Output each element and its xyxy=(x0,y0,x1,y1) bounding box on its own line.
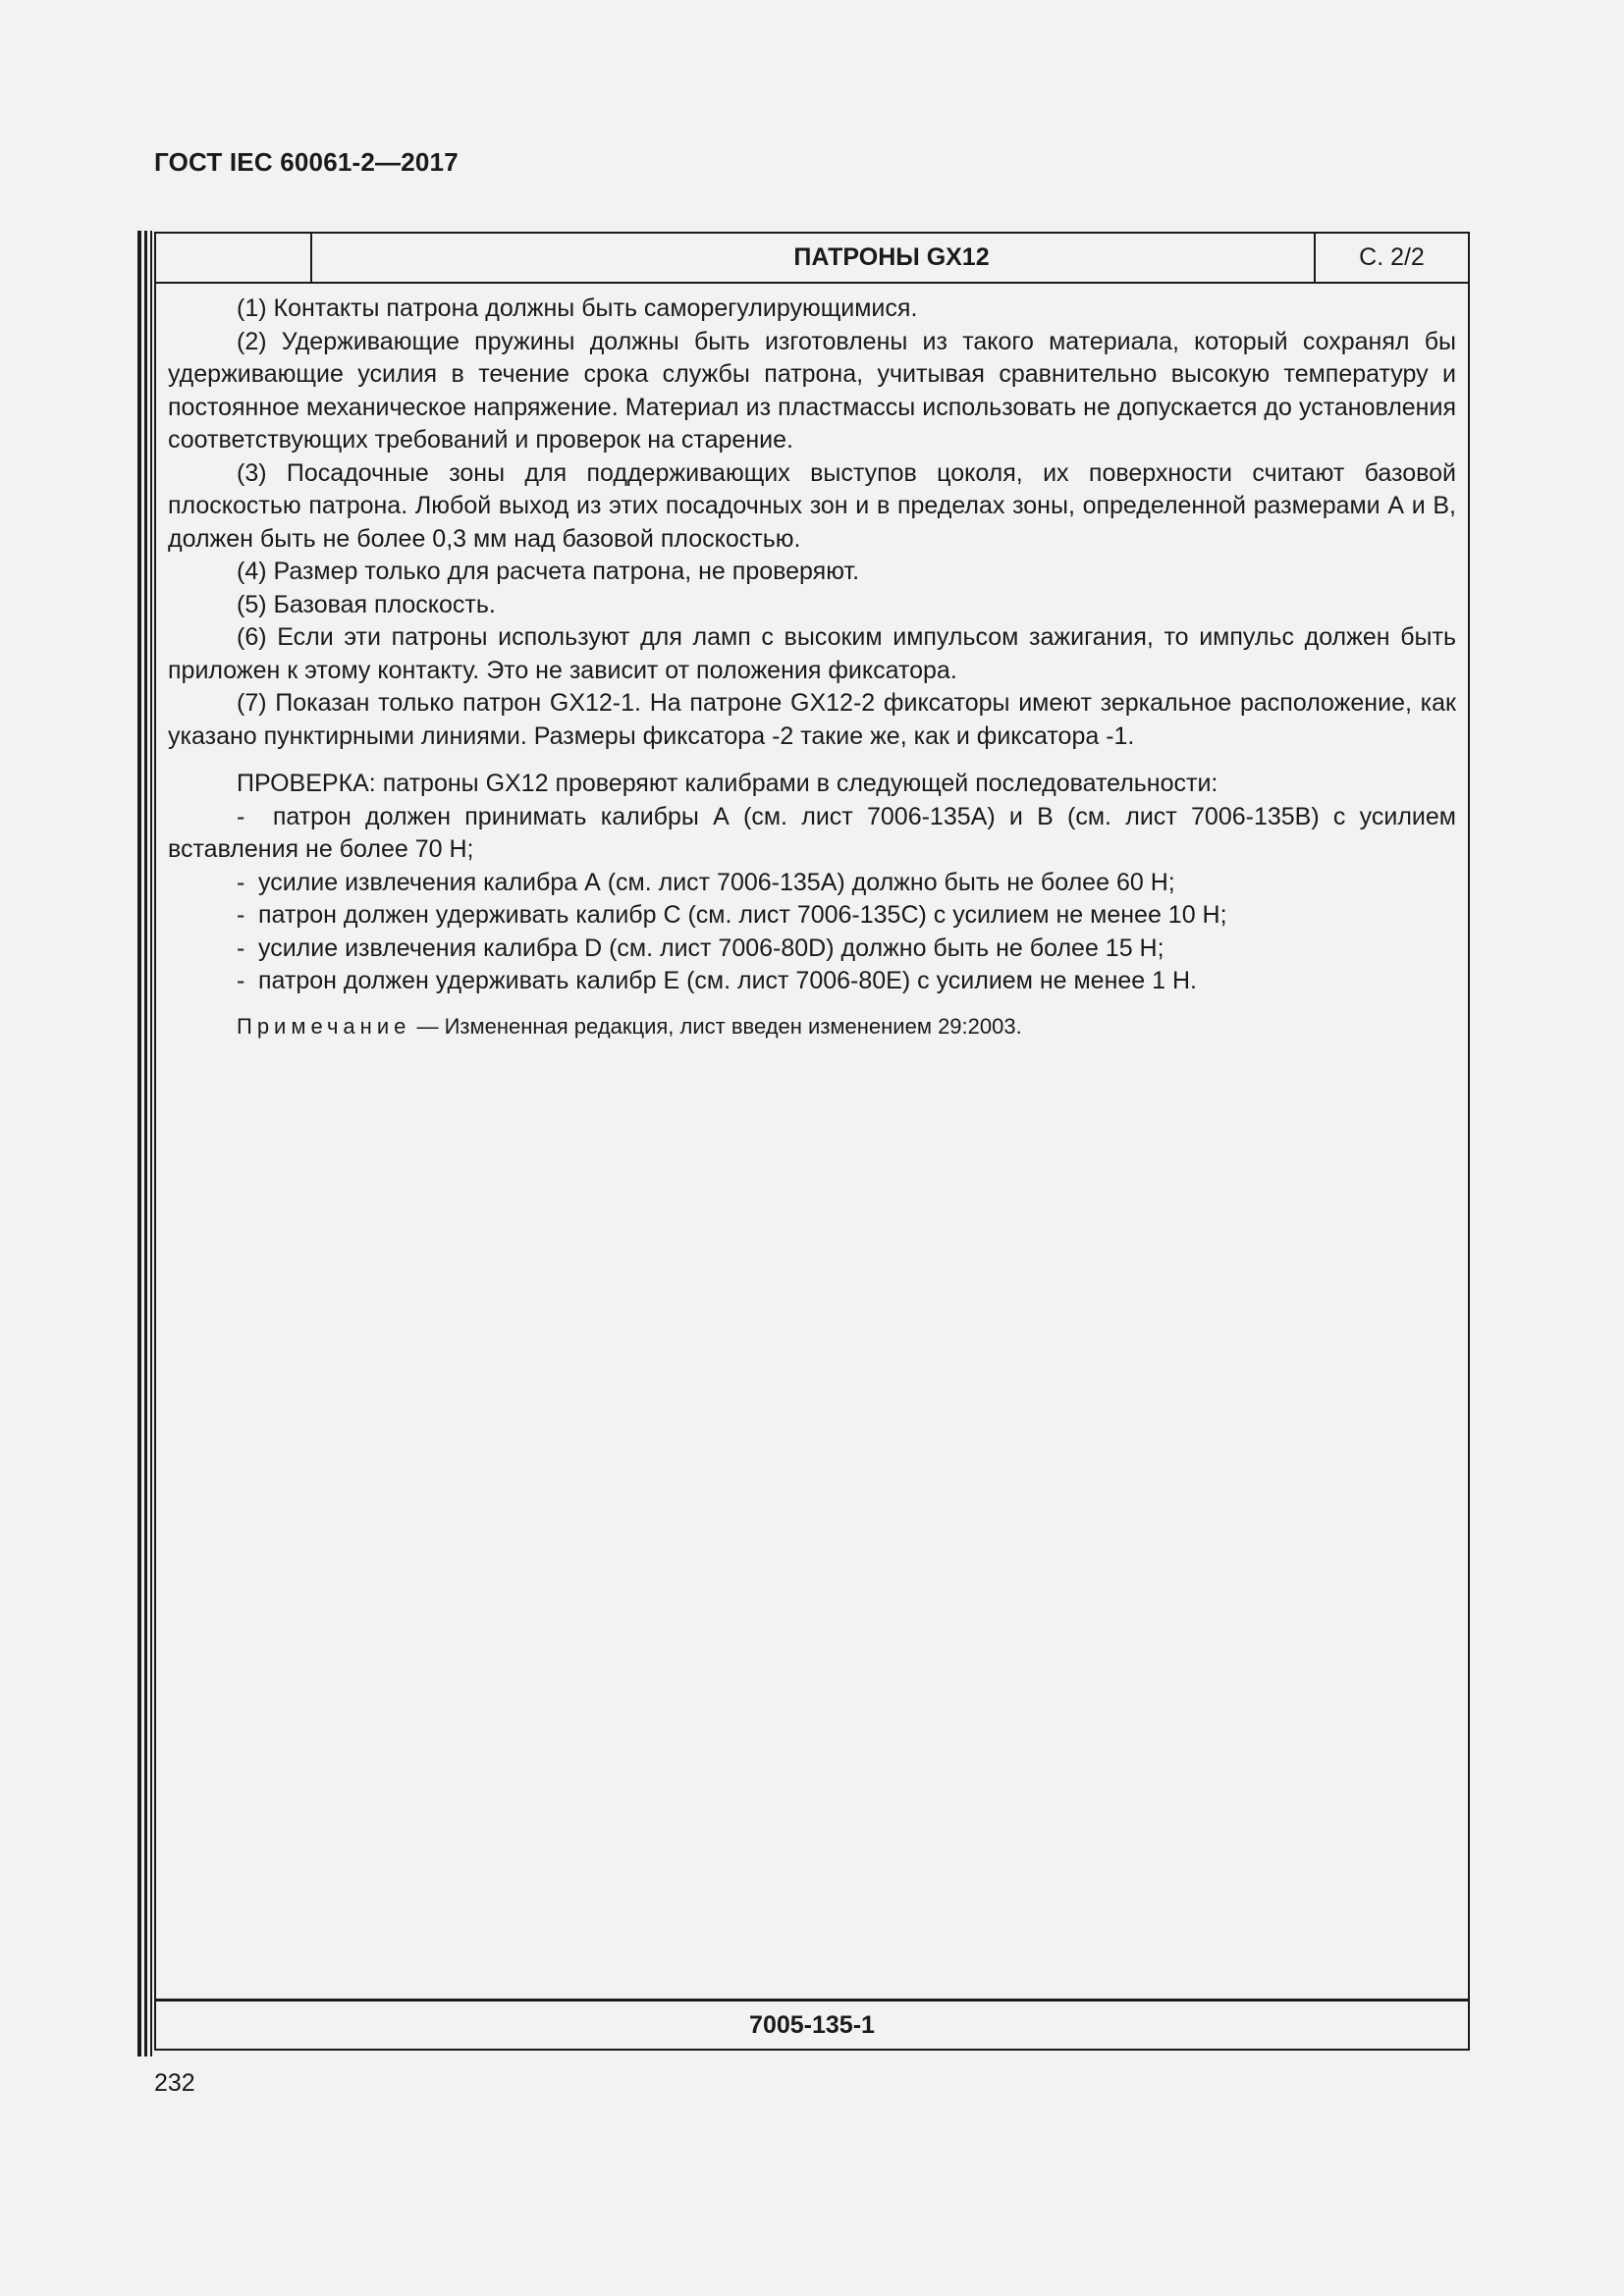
sheet-title: ПАТРОНЫ GX12 xyxy=(793,243,990,271)
dash-marker: - xyxy=(237,901,245,929)
document-standard-header: ГОСТ IEC 60061-2—2017 xyxy=(154,147,459,177)
dash-marker: - xyxy=(237,802,245,830)
note-item-4: (4) Размер только для расчета патрона, не проверяют. xyxy=(237,558,860,585)
header-empty-cell xyxy=(156,234,312,282)
note-text: Измененная редакция, лист введен изменением 29:2003. xyxy=(444,1013,1022,1039)
check-item-text: усилие извлечения калибра D (см. лист 7006-80D) должно быть не более 15 Н; xyxy=(258,934,1164,962)
check-item-text: усилие извлечения калибра А (см. лист 7006-135А) должно быть не более 60 Н; xyxy=(258,868,1175,896)
sheet-body xyxy=(168,293,1456,1041)
check-item xyxy=(168,933,1456,966)
check-item xyxy=(168,899,1456,933)
note-item-7: (7) Показан только патрон GX12-1. На патроне GX12-2 фиксаторы имеют зеркальное расположение, как указано пунктирными линиями. Размеры фиксатора -2 такие же, как и фиксатора -1. xyxy=(168,689,1456,750)
amendment-note xyxy=(168,1012,1456,1041)
margin-line xyxy=(150,231,152,2056)
dash-marker: - xyxy=(237,967,245,994)
note-separator: — xyxy=(416,1013,439,1039)
margin-line xyxy=(137,231,141,2056)
margin-line xyxy=(144,231,147,2056)
note-label: Примечание xyxy=(237,1013,411,1039)
note-item-3: (3) Посадочные зоны для поддерживающих выступов цоколя, их поверхности считают базовой плоскостью патрона. Любой выход из этих посадочных зон и в пределах зоны, определенной размерами А и В, должен быть не более 0,3 мм над базовой плоскостью. xyxy=(168,458,1456,553)
sheet-page-label: С. 2/2 xyxy=(1314,234,1468,282)
standard-sheet xyxy=(154,232,1470,2051)
note-item-1: (1) Контакты патрона должны быть саморегулирующимися. xyxy=(237,294,918,322)
check-item-text: патрон должен принимать калибры А (см. лист 7006-135А) и В (см. лист 7006-135В) с усилием вставления не более 70 Н; xyxy=(168,802,1456,863)
note-item-2: (2) Удерживающие пружины должны быть изготовлены из такого материала, который сохранял бы удерживающие усилия в течение срока службы патрона, учитывая сравнительно высокую температуру и постоянное механическое напряжение. Материал из пластмассы использовать не допускается до установления соответствующих требований и проверок на старение. xyxy=(168,327,1456,454)
check-item xyxy=(168,801,1456,867)
check-item xyxy=(168,867,1456,900)
note-item-6: (6) Если эти патроны используют для ламп с высоким импульсом зажигания, то импульс должен быть приложен к этому контакту. Это не зависит от положения фиксатора. xyxy=(168,623,1456,684)
sheet-header-row xyxy=(156,234,1468,284)
binding-margin-lines xyxy=(137,231,152,2056)
dash-marker: - xyxy=(237,868,245,896)
check-item-text: патрон должен удерживать калибр Е (см. лист 7006-80Е) с усилием не менее 1 Н. xyxy=(258,967,1197,994)
check-item xyxy=(168,965,1456,998)
dash-marker: - xyxy=(237,934,245,962)
check-intro: ПРОВЕРКА: патроны GX12 проверяют калибрами в следующей последовательности: xyxy=(237,770,1218,797)
sheet-footer-code: 7005-135-1 xyxy=(156,1999,1468,2049)
note-item-5: (5) Базовая плоскость. xyxy=(237,590,496,618)
check-item-text: патрон должен удерживать калибр С (см. лист 7006-135С) с усилием не менее 10 Н; xyxy=(258,901,1227,929)
page-number: 232 xyxy=(154,2069,195,2097)
